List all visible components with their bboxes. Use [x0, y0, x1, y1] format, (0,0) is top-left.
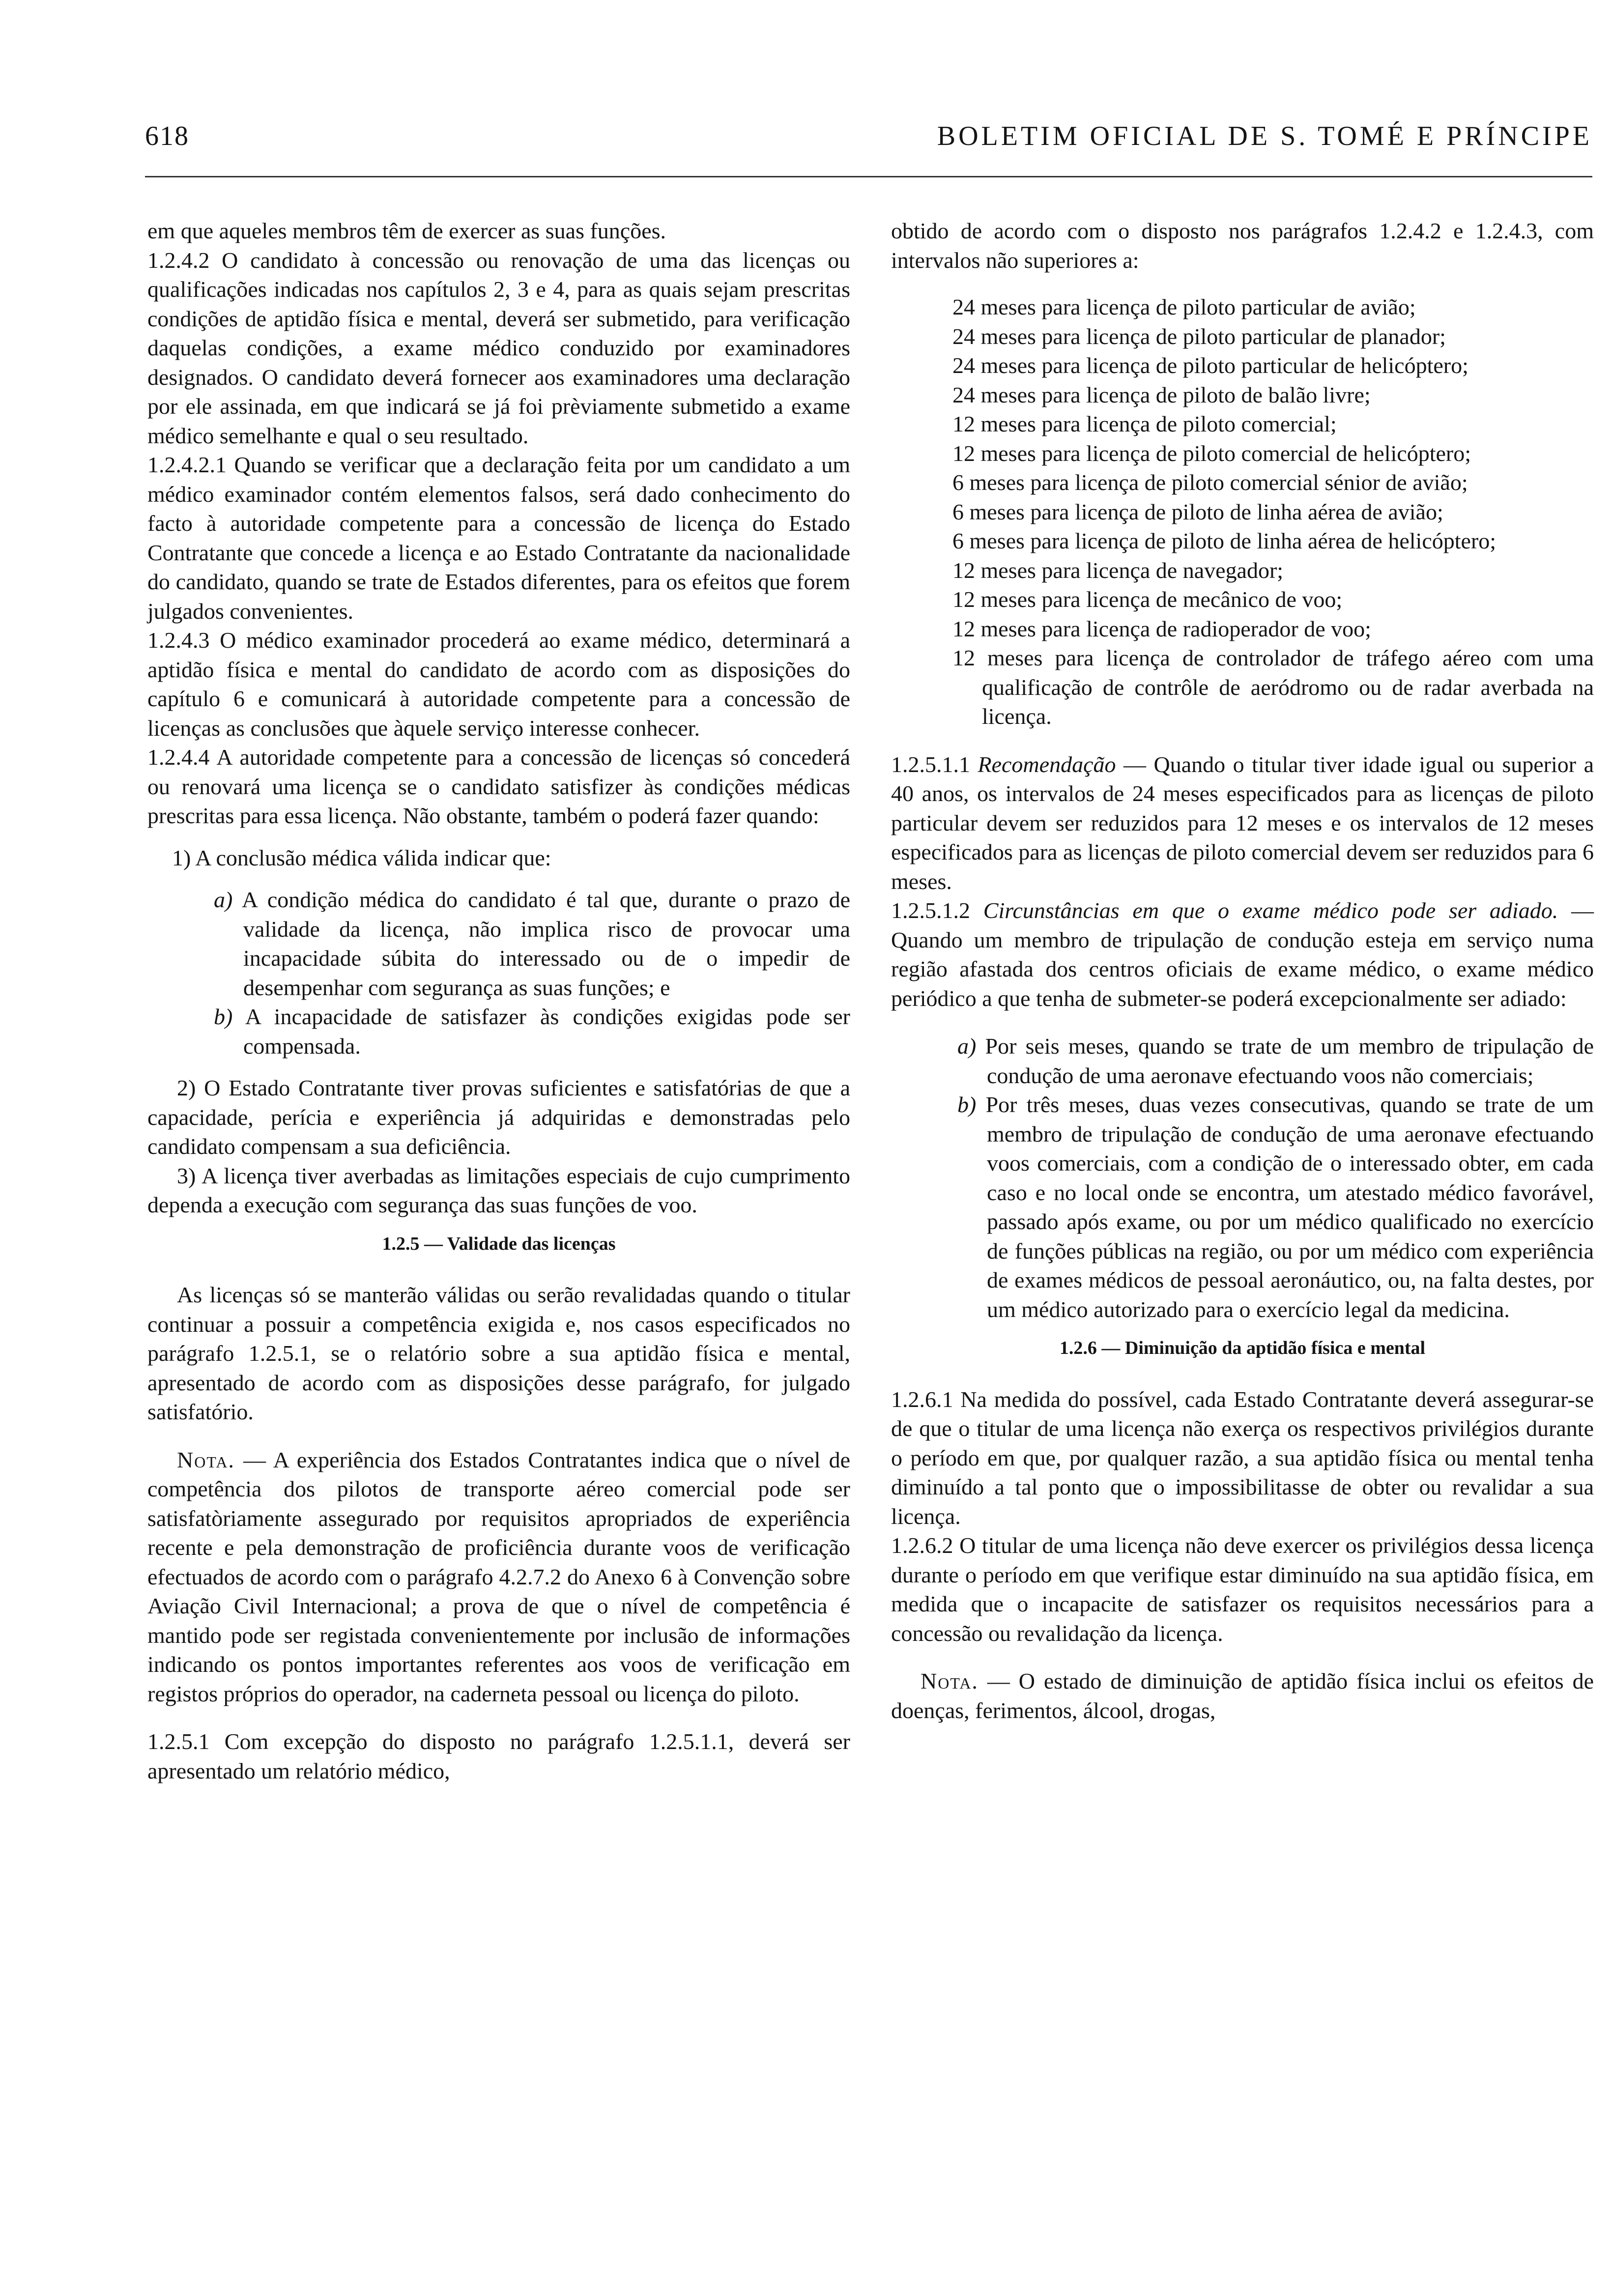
paragraph-1-2-4-4: 1.2.4.4 A autoridade competente para a concessão de licenças só concederá ou renovará uma licença se o candidato satisfizer às condições médicas prescritas para essa licença. Não obstante, também o poderá fazer quando:: [147, 745, 850, 828]
paragraph-1-2-4-2: 1.2.4.2 O candidato à concessão ou renovação de uma das licenças ou qualificações indicadas nos capítulos 2, 3 e 4, para as quais sejam prescritas condições de aptidão física e mental, deverá ser submetido, para verificação daquelas condições, a exame médico conduzido por examinadores designados. O candidato deverá fornecer aos examinadores uma declaração por ele assinada, em que indicará se já foi prèviamente submetido a exame médico semelhante e qual o seu resultado.: [147, 247, 850, 448]
paragraph-text: — Quando um membro de tripulação de condução esteja em serviço numa região afastada dos centros oficiais de exame médico, o exame médico periódico a que tenha de submeter-se poderá excepcionalmente ser adiado:: [891, 898, 1594, 1011]
list-item-b: [938, 1090, 1594, 1324]
list-label: a): [957, 1033, 977, 1059]
list-item: 12 meses para licença de radioperador de voo;: [952, 616, 1371, 641]
list-item-a: [938, 1032, 1594, 1090]
list-text: A incapacidade de satisfazer às condições exigidas pode ser compensada.: [243, 1004, 851, 1059]
paragraph-italic: Recomendação: [978, 751, 1116, 777]
note-text: — O estado de diminuição de aptidão física inclui os efeitos de doenças, ferimentos, álcool, drogas,: [891, 1668, 1594, 1723]
list-item-3: 3) A licença tiver averbadas as limitações especiais de cujo cumprimento dependa a execução com segurança das suas funções de voo.: [147, 1163, 850, 1217]
list-item-1: 1) A conclusão médica válida indicar que:: [172, 845, 551, 870]
paragraph-italic: Circunstâncias em que o exame médico pode ser adiado.: [983, 898, 1558, 923]
validity-list: [891, 292, 1594, 731]
section-heading: 1.2.6 — Diminuição da aptidão física e mental: [1059, 1338, 1426, 1358]
list-item: 24 meses para licença de piloto particular de helicóptero;: [952, 353, 1468, 378]
paragraph: obtido de acordo com o disposto nos parágrafos 1.2.4.2 e 1.2.4.3, com intervalos não superiores a:: [891, 218, 1594, 273]
list-item-2: 2) O Estado Contratante tiver provas suficientes e satisfatórias de que a capacidade, perícia e experiência já adquiridas e demonstradas pelo candidato compensam a sua deficiência.: [147, 1075, 850, 1159]
right-column: [891, 216, 1594, 1725]
list-text: Por três meses, duas vezes consecutivas, quando se trate de um membro de tripulação de condução de uma aeronave efectuando voos comerciais, com a condição de o interessado obter, em cada caso e no local onde se encontra, um atestado médico favorável, passado após exame, ou por um médico qualificado no exercício de funções públicas na região, ou por um médico com experiência de exames médicos de pessoal aeronáutico, ou, na falta destes, por um médico autorizado para o exercício legal da medicina.: [985, 1092, 1594, 1322]
paragraph-1-2-4-2-1: 1.2.4.2.1 Quando se verificar que a declaração feita por um candidato a um médico examinador contém elementos falsos, será dado conhecimento do facto à autoridade competente para a concessão de licença do Estado Contratante que concede a licença e ao Estado Contratante da nacionalidade do candidato, quando se trate de Estados diferentes, para os efeitos que forem julgados convenientes.: [147, 452, 850, 624]
list-label: a): [214, 887, 233, 912]
paragraph-number: 1.2.5.1.1: [891, 751, 970, 777]
note: [147, 1445, 850, 1709]
list-item-1a: [194, 885, 850, 1002]
section-heading: 1.2.5 — Validade das licenças: [382, 1233, 616, 1254]
list-item-1b: [194, 1002, 850, 1061]
paragraph: em que aqueles membros têm de exercer as suas funções.: [147, 218, 666, 243]
list-item: 12 meses para licença de piloto comercial de helicóptero;: [952, 440, 1471, 466]
list-item: 12 meses para licença de controlador de tráfego aéreo com uma qualificação de contrôle de aeródromo ou de radar averbada na licença.: [952, 645, 1594, 729]
publication-title: BOLETIM OFICIAL DE S. TOMÉ E PRÍNCIPE: [937, 121, 1592, 151]
paragraph-number: 1.2.5.1.2: [891, 898, 970, 923]
list-item: 12 meses para licença de piloto comercial;: [952, 411, 1337, 436]
paragraph-text: — Quando o titular tiver idade igual ou superior a 40 anos, os intervalos de 24 meses especificados para as licenças de piloto particular devem ser reduzidos para 12 meses e os intervalos de 12 meses especificados para as licenças de piloto comercial devem ser reduzidos para 6 meses.: [891, 751, 1594, 894]
paragraph-1-2-5-1-1: [891, 750, 1594, 896]
list-item: 12 meses para licença de navegador;: [952, 557, 1284, 583]
note-label: Nota.: [177, 1447, 235, 1472]
list-item: 24 meses para licença de piloto particular de planador;: [952, 323, 1446, 349]
note-text: — A experiência dos Estados Contratantes indica que o nível de competência dos pilotos de transporte aéreo comercial pode ser satisfatòriamente assegurado por requisitos apropriados de experiência recente e pela demonstração de proficiência durante voos de verificação efectuados de acordo com o parágrafo 4.2.7.2 do Anexo 6 à Convenção sobre Aviação Civil Internacional; a prova de que o nível de competência é mantido pode ser registada convenientemente por inclusão de informações indicando os pontos importantes referentes aos voos de verificação em registos próprios do operador, na caderneta pessoal ou licença do piloto.: [147, 1447, 850, 1706]
paragraph-1-2-5: As licenças só se manterão válidas ou serão revalidadas quando o titular continuar a possuir a competência exigida e, nos casos especificados no parágrafo 1.2.5.1, se o relatório sobre a sua aptidão física e mental, apresentado de acordo com as disposições desse parágrafo, for julgado satisfatório.: [147, 1282, 850, 1424]
list-text: A condição médica do candidato é tal que, durante o prazo de validade da licença, não implica risco de provocar uma incapacidade súbita do interessado ou de o impedir de desempenhar com segurança as suas funções; e: [241, 887, 850, 1000]
paragraph-1-2-5-1: 1.2.5.1 Com excepção do disposto no parágrafo 1.2.5.1.1, deverá ser apresentado um relatório médico,: [147, 1729, 850, 1783]
header-rule: [145, 176, 1592, 177]
list-label: b): [214, 1004, 233, 1029]
list-item: 24 meses para licença de piloto de balão livre;: [952, 382, 1371, 407]
page-header: [145, 120, 1592, 165]
page-number: 618: [145, 121, 189, 151]
paragraph-1-2-6-1: 1.2.6.1 Na medida do possível, cada Estado Contratante deverá assegurar-se de que o titular de uma licença não exerça os respectivos privilégios durante o período em que, por qualquer razão, a sua aptidão física ou mental tenha diminuído a tal ponto que o impossibilitasse de obter ou revalidar a sua licença.: [891, 1386, 1594, 1529]
list-text: Por seis meses, quando se trate de um membro de tripulação de condução de uma aeronave efectuando voos não comerciais;: [985, 1033, 1594, 1088]
list-item: 6 meses para licença de piloto de linha aérea de helicóptero;: [952, 528, 1497, 553]
list-item: 24 meses para licença de piloto particular de avião;: [952, 294, 1416, 319]
list-label: b): [957, 1092, 977, 1117]
paragraph-1-2-4-3: 1.2.4.3 O médico examinador procederá ao exame médico, determinará a aptidão física e mental do candidato de acordo com as disposições do capítulo 6 e comunicará à autoridade competente para a concessão de licenças as conclusões que àquele serviço interesse conhecer.: [147, 628, 850, 741]
paragraph-1-2-6-2: 1.2.6.2 O titular de uma licença não deve exercer os privilégios dessa licença durante o período em que verifique estar diminuído na sua aptidão física, em medida que o incapacite de satisfazer os requisitos necessários para a concessão ou revalidação da licença.: [891, 1533, 1594, 1646]
list-item: 6 meses para licença de piloto comercial sénior de avião;: [952, 470, 1468, 495]
list-item: 6 meses para licença de piloto de linha aérea de avião;: [952, 499, 1443, 524]
paragraph-1-2-5-1-2: [891, 896, 1594, 1013]
note-label: Nota.: [921, 1668, 979, 1693]
note: [891, 1666, 1594, 1725]
list-item: 12 meses para licença de mecânico de voo;: [952, 587, 1343, 612]
left-column: [147, 216, 850, 1785]
